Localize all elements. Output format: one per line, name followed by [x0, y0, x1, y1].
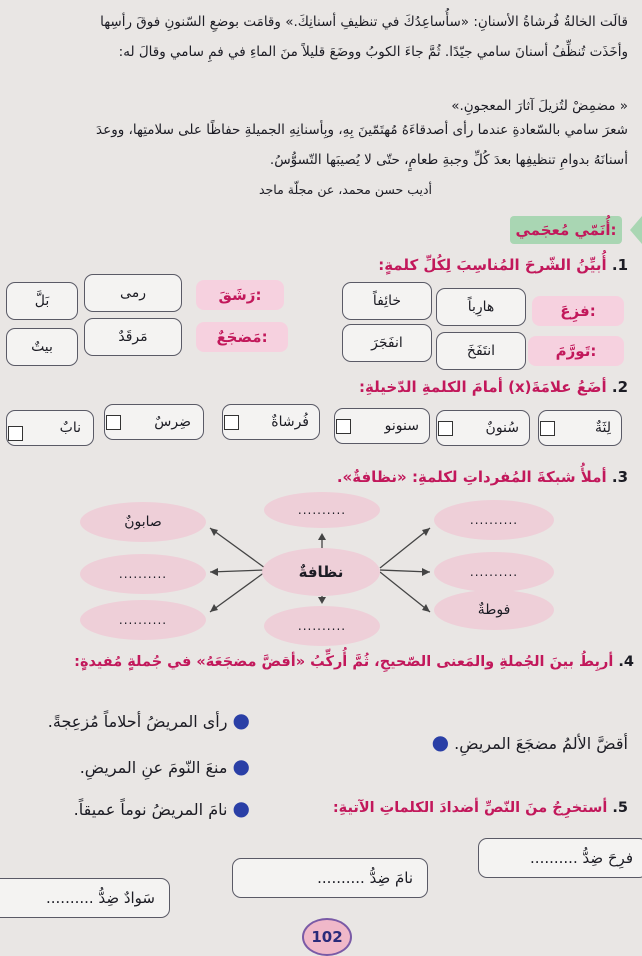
- q1-option-rama[interactable]: رمى: [84, 274, 182, 312]
- section-badge: أُنَمّي مُعجَمي:: [510, 216, 622, 244]
- q5-title: [333, 800, 628, 816]
- q4-meaning-1-text: رأى المريضُ أحلاماً مُزعِجةً.: [47, 712, 228, 731]
- passage-line-4: شعرَ سامي بالسّعادةِ عندما رأى أصدقاءَهُ مُهتَمّينَ بِهِ، وبِأسنانِهِ الجميلةِ حفاظًا على سلامتِها، ووعدَ: [96, 122, 628, 138]
- q1-label-rashaqa: رَشَقَ:: [196, 280, 284, 310]
- q1-option-intafakha[interactable]: انتَفَخَ: [436, 332, 526, 370]
- q3-right-top-oval[interactable]: [434, 500, 554, 540]
- q4-title: [74, 654, 634, 670]
- q2-checkbox-sunun[interactable]: [438, 421, 453, 436]
- q1-option-marqad[interactable]: مَرقَدٌ: [84, 318, 182, 356]
- q4-meaning-1: [48, 708, 250, 732]
- q2-option-sunun-label: سُنونٌ: [485, 420, 519, 436]
- q2-number: 2.: [611, 378, 628, 396]
- q3-left-mid-oval[interactable]: [80, 554, 206, 594]
- q3-number: 3.: [611, 468, 628, 486]
- q4-meaning-3-dot[interactable]: ●: [232, 796, 250, 820]
- q3-right-mid-oval[interactable]: [434, 552, 554, 592]
- q5-item-1[interactable]: فرِحَ ضِدُّ ..........: [478, 838, 642, 878]
- q1-option-khaifan[interactable]: خائِفاً: [342, 282, 432, 320]
- q3-right-bottom-oval: [434, 590, 554, 630]
- q2-checkbox-furshat[interactable]: [224, 415, 239, 430]
- q1-label-tawarrama: تَورَّمَ:: [528, 336, 624, 366]
- badge-arrow: [630, 216, 642, 244]
- q3-center-oval: [262, 548, 380, 596]
- q5-item-3[interactable]: سَوادٌ ضِدُّ ..........: [0, 878, 170, 918]
- q4-meaning-1-dot[interactable]: ●: [232, 708, 250, 732]
- q3-center-word: نظافةٌ: [298, 563, 344, 581]
- q2-title-text: أضَعُ علامَةَ(x) أمامَ الكلمةِ الدّخيلةِ:: [359, 378, 607, 396]
- q4-meaning-2-dot[interactable]: ●: [232, 754, 250, 778]
- q5-item-2[interactable]: نامَ ضِدُّ ..........: [232, 858, 428, 898]
- q3-bottom-oval[interactable]: [264, 606, 380, 646]
- q3-title: [337, 468, 628, 486]
- q2-checkbox-dirs[interactable]: [106, 415, 121, 430]
- q1-option-infajara[interactable]: انفَجَرَ: [342, 324, 432, 362]
- q3-top-oval[interactable]: [264, 492, 380, 528]
- passage-line-3: « مضمِضْ لتُزيلَ آثارَ المعجونِ.»: [451, 98, 628, 114]
- q4-meaning-3-text: نامَ المريضُ نوماً عميقاً.: [73, 800, 228, 819]
- q1-label-madjaa: مَضجَعٌ:: [196, 322, 288, 352]
- q1-option-hariban[interactable]: هارِباً: [436, 288, 526, 326]
- q3-left-bottom-blank: ..........: [118, 613, 168, 627]
- q2-option-sununu-label: سنونو: [384, 418, 419, 434]
- q2-title: [359, 378, 628, 396]
- passage-line-5: أسنانَهُ بدوامِ تنظيفِها بعدَ كُلِّ وجبةِ طعامٍ، حتّى لا يُصيبَها التّسوُّسُ.: [269, 152, 628, 168]
- q1-option-bayt[interactable]: بيتٌ: [6, 328, 78, 366]
- page-number: 102: [302, 918, 352, 956]
- q2-checkbox-sununu[interactable]: [336, 419, 351, 434]
- q3-bottom-blank: ..........: [297, 619, 347, 633]
- q4-title-text: أربِطُ بينَ الجُملةِ والمَعنى الصّحيحِ، ثُمَّ أُركِّبُ «أقضَّ مضجَعَهُ» في جُملةٍ مُفيدةٍ:: [74, 654, 614, 670]
- q2-option-dirs-label: ضِرسٌ: [154, 414, 191, 430]
- q1-title-text: أُبيِّنُ الشّرحَ المُناسِبَ لِكُلِّ كلمةٍ:: [378, 256, 607, 274]
- q3-right-top-blank: ..........: [469, 513, 519, 527]
- passage-line-2: وأخَذَت تُنظِّفُ أسنانَ سامي جيّدًا. ثُمَّ جاءَ الكوبُ ووضَعَ قليلاً منَ الماءِ في فمِ سامي وقالَ له:: [118, 44, 628, 60]
- q5-title-text: أستخرِجُ منَ النّصِّ أضدادَ الكلماتِ الآتيةِ:: [332, 800, 608, 816]
- q4-number: 4.: [618, 654, 634, 670]
- q2-option-nab-label: نابٌ: [59, 420, 81, 436]
- q3-left-bottom-oval[interactable]: [80, 600, 206, 640]
- q4-meaning-2: [80, 754, 250, 778]
- q1-label-fazia: فزِعَ:: [532, 296, 624, 326]
- q3-right-mid-blank: ..........: [469, 565, 519, 579]
- q4-sentence-dot[interactable]: ●: [431, 730, 450, 754]
- q3-left-top-word: صابونٌ: [124, 514, 162, 530]
- passage-author: أديب حسن محمد، عن مجلّة ماجد: [258, 182, 432, 197]
- q4-sentence-text: أقضَّ الألمُ مضجَعَ المريضِ.: [454, 734, 628, 753]
- q4-sentence: [432, 730, 628, 754]
- q5-number: 5.: [612, 800, 628, 816]
- passage-line-1: قالَت الخالةُ فُرشاةُ الأسنانِ: «سأُساعِدُكَ في تنظيفِ أسنانِكَ.» وقامَت بوضعِ السّنونِ فوقَ رأسِها: [100, 14, 628, 30]
- q2-checkbox-nab[interactable]: [8, 426, 23, 441]
- q2-checkbox-litha[interactable]: [540, 421, 555, 436]
- q3-top-blank: ..........: [297, 503, 347, 517]
- q4-meaning-3: [74, 796, 250, 820]
- q1-number: 1.: [611, 256, 628, 274]
- q3-right-bottom-word: فوطةٌ: [477, 602, 511, 618]
- q3-left-mid-blank: ..........: [118, 567, 168, 581]
- q1-option-balla[interactable]: بَلَّ: [6, 282, 78, 320]
- q3-left-top-oval: [80, 502, 206, 542]
- q4-meaning-2-text: منعَ النّومَ عنِ المريضِ.: [79, 758, 228, 777]
- q2-option-litha-label: لِثَةٌ: [595, 420, 611, 436]
- q3-title-text: أملأُ شبكةَ المُفرداتِ لكلمةِ: «نظافةٌ».: [336, 468, 607, 486]
- q1-title: [378, 256, 628, 274]
- q2-option-furshat-label: فُرشاةٌ: [271, 414, 309, 430]
